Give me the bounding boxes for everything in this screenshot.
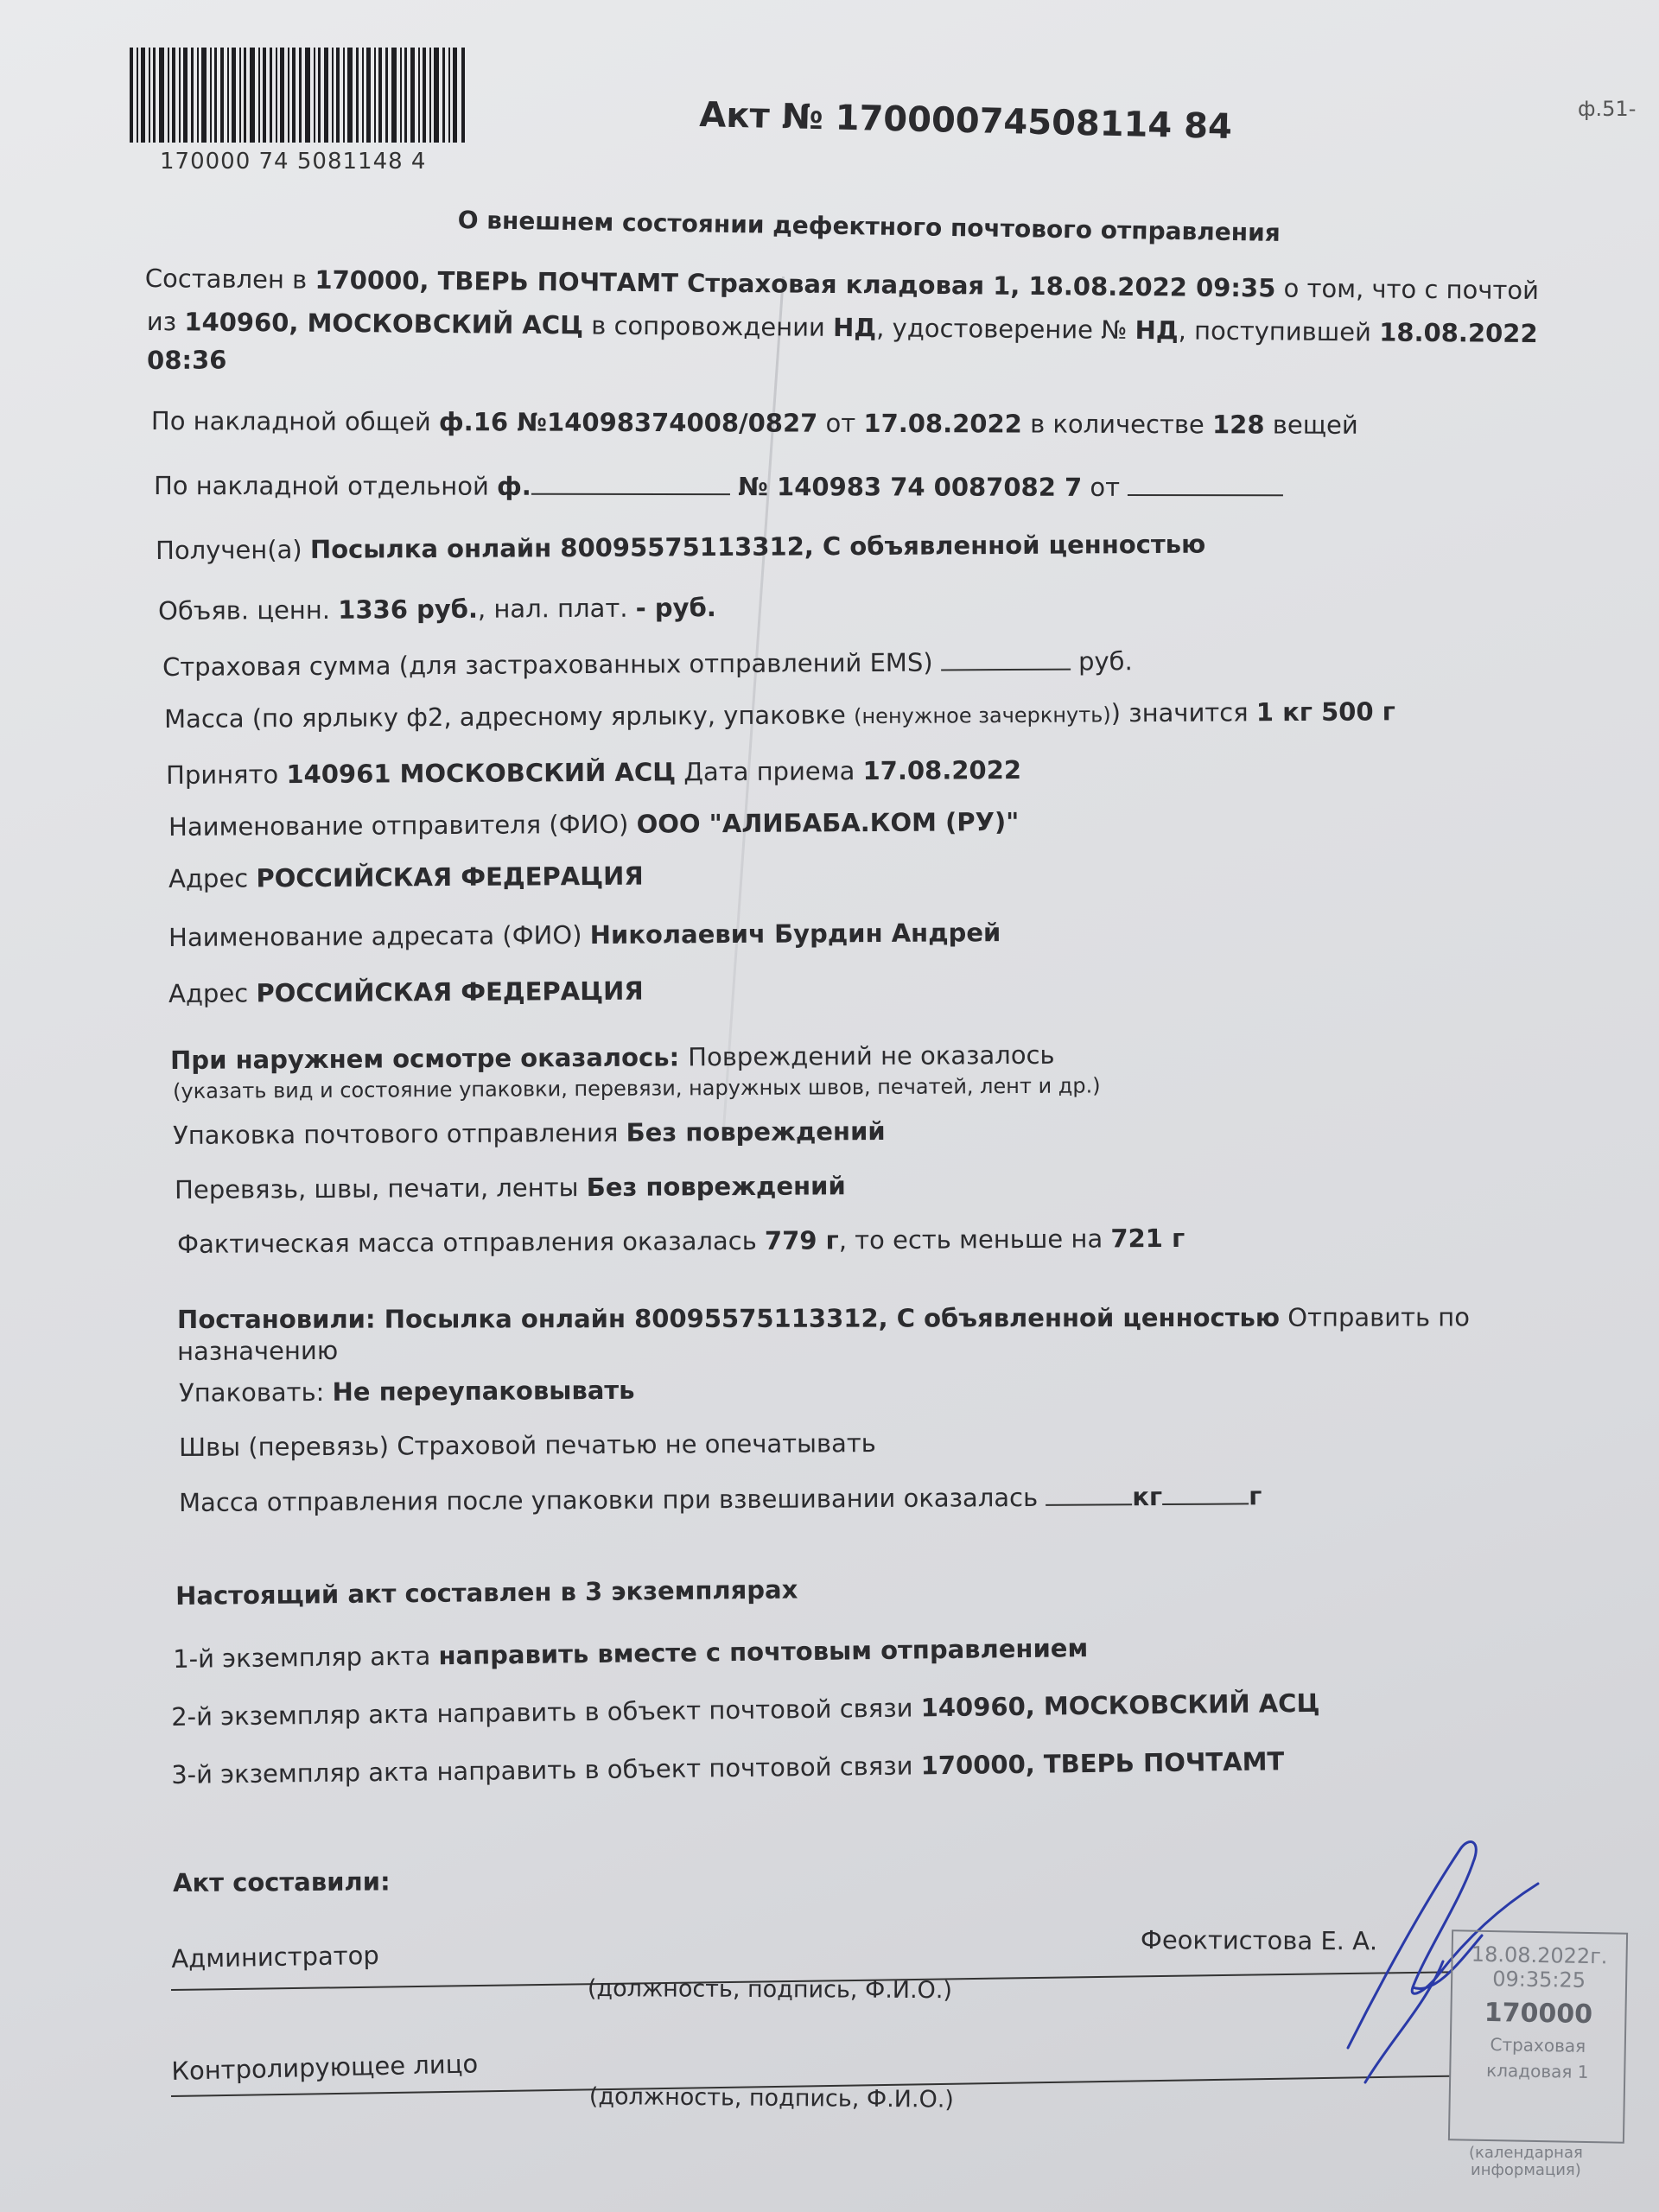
received-label: Получен(а) — [156, 534, 311, 565]
copy-1-label: 1-й экземпляр акта — [173, 1641, 439, 1674]
inspection-line — [170, 1040, 1055, 1075]
cod-label: , нал. плат. — [477, 593, 636, 624]
cod-value: - руб. — [635, 593, 716, 623]
mass-line — [164, 696, 1395, 735]
seams-value: Без повреждений — [586, 1171, 846, 1203]
intro-text: из — [146, 307, 185, 337]
stamp-footer — [1469, 2145, 1583, 2179]
waybill-general-date: 17.08.2022 — [863, 408, 1022, 439]
copies-heading: Настоящий акт составлен в 3 экземплярах — [175, 1574, 798, 1611]
seams-line — [175, 1171, 846, 1205]
waybill-general-number: ф.16 №14098374008/0827 — [438, 407, 818, 438]
actual-mass-value: 779 г — [764, 1225, 839, 1255]
actual-mass-line — [177, 1224, 1185, 1259]
insurance-unit: руб. — [1070, 646, 1133, 677]
barcode-number: 170000 74 5081148 4 — [160, 149, 427, 175]
inspection-value: Повреждений не оказалось — [688, 1039, 1055, 1072]
accepted-date: 17.08.2022 — [862, 754, 1022, 786]
intro-text: Составлен в — [144, 264, 315, 295]
waybill-separate-label: По накладной отдельной — [153, 471, 498, 501]
controller-caption: (должность, подпись, Ф.И.О.) — [588, 2083, 955, 2113]
mass-suffix: ) значится — [1110, 697, 1256, 728]
pack-label: Упаковать: — [179, 1376, 333, 1408]
intro-escort: НД — [832, 312, 877, 343]
waybill-general-qty-label: в количестве — [1021, 409, 1213, 440]
waybill-separate-number: № 140983 74 0087082 7 — [738, 472, 1083, 502]
copy-2 — [171, 1688, 1320, 1732]
pack-value: Не переупаковывать — [332, 1375, 635, 1407]
decision-line — [177, 1302, 1470, 1334]
packaging-label: Упаковка почтового отправления — [173, 1117, 626, 1150]
declared-value-label: Объяв. ценн. — [158, 594, 339, 626]
sender-address-label: Адрес — [168, 863, 257, 893]
recipient-address: РОССИЙСКАЯ ФЕДЕРАЦИЯ — [256, 976, 644, 1008]
pack-line — [179, 1376, 635, 1408]
insurance-line — [162, 646, 1133, 682]
intro-line-3: 08:36 — [147, 345, 227, 375]
actual-mass-label: Фактическая масса отправления оказалась — [177, 1225, 766, 1259]
copy-3-value: 170000, ТВЕРЬ ПОЧТАМТ — [920, 1746, 1285, 1781]
received-line — [156, 530, 1205, 565]
received-value: Посылка онлайн 80095575113312, С объявленной ценностью — [309, 529, 1206, 564]
sender-label: Наименование отправителя (ФИО) — [168, 809, 637, 842]
accepted-office: 140961 МОСКОВСКИЙ АСЦ — [286, 757, 677, 790]
waybill-separate — [154, 471, 1283, 502]
stamp-place: кладовая 1 — [1485, 2059, 1589, 2083]
waybill-general-from: от — [817, 408, 864, 438]
mass-diff-label: , то есть меньше на — [838, 1224, 1111, 1255]
seams-label: Перевязь, швы, печати, ленты — [175, 1173, 587, 1205]
blank-line — [1046, 1484, 1132, 1506]
intro-line-2 — [147, 307, 1538, 348]
stamp-place: Страховая — [1490, 2034, 1586, 2056]
waybill-general-qty: 128 — [1211, 410, 1265, 440]
accepted-label: Принято — [166, 760, 287, 790]
stamp-footer-text: информация) — [1471, 2161, 1581, 2179]
recipient-line — [168, 918, 1001, 952]
waybill-general-qty-unit: вещей — [1264, 410, 1358, 440]
recipient-label: Наименование адресата (ФИО) — [168, 920, 590, 952]
mass-value: 1 кг 500 г — [1255, 696, 1395, 728]
act-subtitle: О внешнем состоянии дефектного почтового отправления — [457, 206, 1281, 247]
accepted-line — [166, 755, 1021, 790]
waybill-separate-from: от — [1082, 472, 1128, 502]
blank-line — [1128, 475, 1283, 496]
sender-address: РОССИЙСКАЯ ФЕДЕРАЦИЯ — [256, 861, 644, 893]
mass-diff-value: 721 г — [1110, 1223, 1185, 1254]
stamp-index: 170000 — [1484, 1997, 1593, 2031]
seams-seal-line: Швы (перевязь) Страховой печатью не опечатывать — [179, 1428, 876, 1462]
waybill-general-label: По накладной общей — [150, 406, 439, 437]
copy-3-label: 3-й экземпляр акта направить в объект почтовой связи — [171, 1751, 921, 1789]
intro-line-1 — [145, 264, 1539, 305]
copy-3 — [171, 1746, 1284, 1789]
declared-value-line — [158, 593, 716, 626]
blank-line — [531, 474, 730, 495]
blank-line — [1162, 1484, 1249, 1505]
intro-place-date: Страховая кладовая 1, 18.08.2022 09:35 — [677, 268, 1276, 303]
intro-certificate: НД — [1135, 315, 1179, 346]
admin-label: Администратор — [171, 1940, 380, 1974]
sender-name: ООО "АЛИБАБА.КОМ (РУ)" — [636, 806, 1020, 839]
mass-after-line — [179, 1481, 1262, 1517]
intro-origin: 140960, МОСКОВСКИЙ АСЦ — [184, 307, 584, 340]
mass-after-label: Масса отправления после упаковки при взвешивании оказалась — [179, 1482, 1046, 1517]
packaging-line — [173, 1116, 886, 1150]
inspection-label: При наружнем осмотре оказалось: — [170, 1042, 689, 1075]
decision-label: Постановили: — [177, 1304, 385, 1334]
insurance-label: Страховая сумма (для застрахованных отправлений EMS) — [162, 647, 941, 682]
recipient-name: Николаевич Бурдин Андрей — [589, 918, 1001, 950]
decision-value: Посылка онлайн 80095575113312, С объявленной ценностью — [384, 1302, 1281, 1334]
copy-2-label: 2-й экземпляр акта направить в объект почтовой связи — [171, 1693, 921, 1732]
waybill-general — [151, 406, 1358, 440]
controller-label: Контролирующее лицо — [171, 2049, 479, 2086]
decision-action: Отправить по — [1280, 1302, 1470, 1332]
sender-line — [168, 807, 1019, 842]
act-title: Акт № 17000074508114 84 — [698, 95, 1233, 147]
stamp-date: 18.08.2022г. — [1471, 1942, 1608, 1969]
intro-office: 170000, ТВЕРЬ ПОЧТАМТ — [315, 264, 679, 298]
packaging-value: Без повреждений — [626, 1116, 886, 1147]
mass-label: Масса (по ярлыку ф2, адресному ярлыку, упаковке — [164, 700, 855, 734]
admin-caption: (должность, подпись, Ф.И.О.) — [587, 1975, 953, 2005]
recipient-address-line — [168, 976, 644, 1008]
blank-line — [941, 650, 1071, 671]
intro-text: в сопровождении — [582, 310, 834, 342]
decision-action-2: назначению — [177, 1335, 339, 1366]
post-office-stamp — [1448, 1929, 1628, 2144]
admin-name: Феоктистова Е. А. — [1140, 1925, 1378, 1956]
mass-note: (ненужное зачеркнуть) — [853, 702, 1111, 729]
copy-1 — [173, 1633, 1088, 1674]
recipient-address-label: Адрес — [168, 978, 257, 1008]
intro-text: , поступившей — [1178, 315, 1380, 347]
inspection-note: (указать вид и состояние упаковки, перевязи, наружных швов, печатей, лент и др.) — [173, 1073, 1101, 1103]
sender-address-line — [168, 861, 644, 893]
form-code: ф.51- — [1578, 97, 1637, 121]
intro-text: , удостоверение № — [876, 313, 1135, 345]
intro-arrival-date: 18.08.2022 — [1379, 317, 1538, 349]
accepted-date-label: Дата приема — [676, 756, 863, 787]
g-unit: г — [1249, 1481, 1262, 1511]
stamp-time: 09:35:25 — [1492, 1967, 1586, 1993]
intro-text: о том, что с почтой — [1275, 273, 1540, 306]
signatures-heading: Акт составили: — [173, 1866, 391, 1897]
copy-1-value: направить вместе с почтовым отправлением — [438, 1633, 1089, 1671]
waybill-separate-form: ф. — [497, 471, 531, 501]
kg-unit: кг — [1132, 1482, 1163, 1512]
declared-value: 1336 руб. — [338, 594, 479, 625]
copy-2-value: 140960, МОСКОВСКИЙ АСЦ — [920, 1688, 1320, 1723]
stamp-footer-text: (календарная — [1469, 2144, 1583, 2162]
